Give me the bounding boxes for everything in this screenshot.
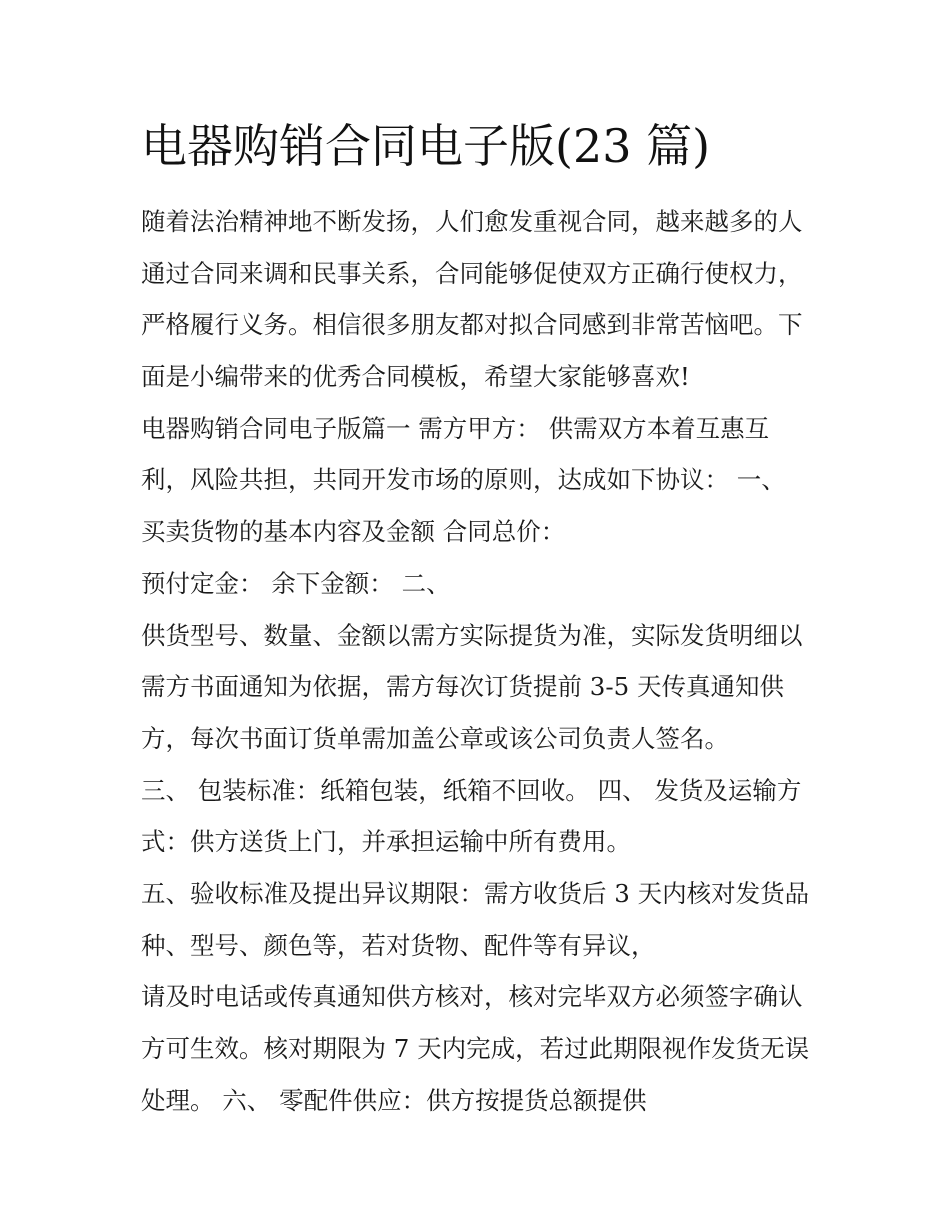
document-body — [141, 196, 821, 1126]
body-line: 五、验收标准及提出异议期限：需方收货后 3 天内核对发货品 — [141, 878, 810, 908]
body-line: 电器购销合同电子版篇一 需方甲方： 供需双方本着互惠互 — [141, 413, 770, 443]
body-line: 请及时电话或传真通知供方核对，核对完毕双方必须签字确认 — [141, 982, 803, 1012]
body-line: 三、 包装标准：纸箱包装，纸箱不回收。 四、 发货及运输方 — [141, 775, 802, 805]
body-line: 利，风险共担，共同开发市场的原则，达成如下协议： 一、 — [141, 465, 786, 495]
body-line: 式：供方送货上门，并承担运输中所有费用。 — [141, 827, 631, 857]
body-line: 面是小编带来的优秀合同模板，希望大家能够喜欢! — [141, 362, 690, 392]
body-line: 供货型号、数量、金额以需方实际提货为准，实际发货明细以 — [141, 620, 803, 650]
body-line: 预付定金： 余下金额： 二、 — [141, 568, 451, 598]
body-line: 方，每次书面订货单需加盖公章或该公司负责人签名。 — [141, 723, 729, 753]
document-title: 电器购销合同电子版(23 篇) — [141, 119, 711, 173]
body-line: 通过合同来调和民事关系，合同能够促使双方正确行使权力， — [141, 258, 803, 288]
body-line: 严格履行义务。相信很多朋友都对拟合同感到非常苦恼吧。下 — [141, 310, 803, 340]
body-line: 买卖货物的基本内容及金额 合同总价： — [141, 517, 566, 547]
body-line: 需方书面通知为依据，需方每次订货提前 3-5 天传真通知供 — [141, 672, 785, 702]
body-line: 方可生效。核对期限为 7 天内完成，若过此期限视作发货无误 — [141, 1034, 810, 1063]
body-line: 处理。 六、 零配件供应：供方按提货总额提供 — [141, 1085, 647, 1115]
body-line: 随着法治精神地不断发扬，人们愈发重视合同，越来越多的人 — [141, 207, 803, 236]
body-line: 种、型号、颜色等，若对货物、配件等有异议， — [141, 930, 656, 960]
